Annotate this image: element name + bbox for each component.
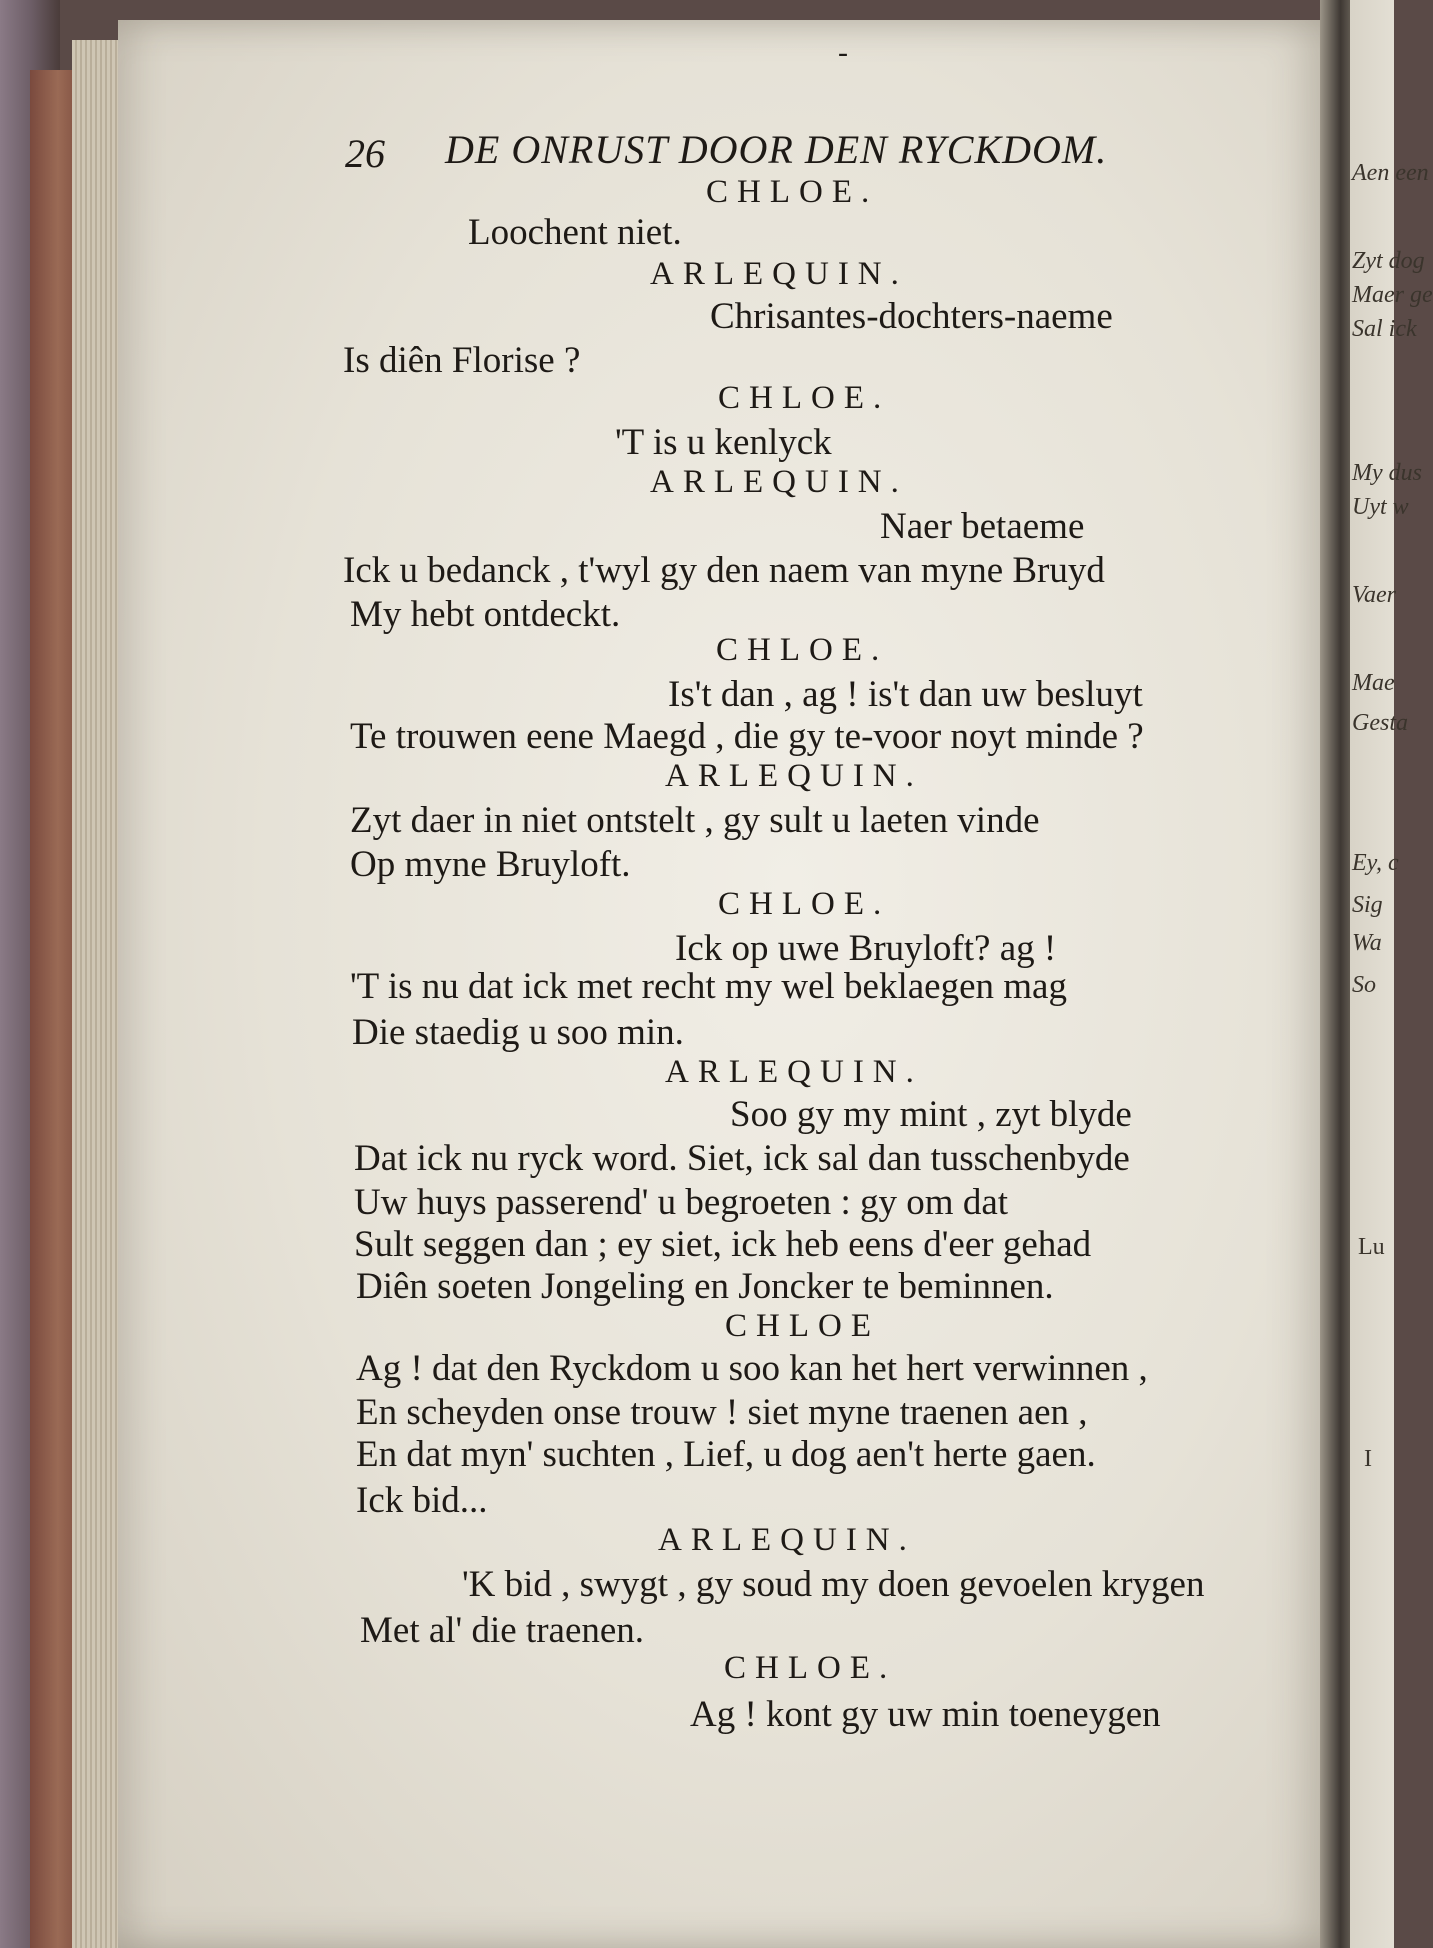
speaker-name: CHLOE. <box>724 1650 897 1686</box>
verse-line: Ag ! dat den Ryckdom u soo kan het hert verwinnen , <box>356 1348 1148 1389</box>
verse-line: Ag ! kont gy uw min toeneygen <box>690 1694 1161 1735</box>
verse-line: My hebt ontdeckt. <box>350 594 621 635</box>
print-mark: - <box>838 36 848 69</box>
speaker-name: CHLOE. <box>718 886 891 922</box>
facing-page <box>1350 0 1433 1948</box>
verse-line: 'T is u kenlyck <box>615 422 832 463</box>
facing-fragment: I <box>1364 1446 1372 1472</box>
verse-line: Op myne Bruyloft. <box>350 844 631 885</box>
verse-line: Naer betaeme <box>880 506 1085 547</box>
facing-fragment: Vaer <box>1352 582 1396 608</box>
speaker-name: CHLOE. <box>718 380 891 416</box>
facing-fragment: So <box>1352 972 1376 998</box>
facing-fragment: Lu <box>1358 1234 1385 1260</box>
page-number: 26 <box>345 131 385 176</box>
facing-fragment: Mae <box>1352 670 1395 696</box>
verse-line: En dat myn' suchten , Lief, u dog aen't herte gaen. <box>356 1434 1096 1475</box>
verse-line: Zyt daer in niet ontstelt , gy sult u laeten vinde <box>350 800 1040 841</box>
speaker-name: ARLEQUIN. <box>658 1522 916 1558</box>
facing-fragment: Ey, c <box>1352 850 1399 876</box>
verse-line: Soo gy my mint , zyt blyde <box>730 1094 1132 1135</box>
book-gutter <box>1320 0 1354 1948</box>
speaker-name: ARLEQUIN. <box>665 1054 923 1090</box>
verse-line: Ick op uwe Bruyloft? ag ! <box>675 928 1057 969</box>
verse-line: Chrisantes-dochters-naeme <box>710 296 1113 337</box>
verse-line: 'T is nu dat ick met recht my wel beklaegen mag <box>350 966 1067 1007</box>
facing-fragment: Sal ick <box>1352 316 1417 342</box>
speaker-name: ARLEQUIN. <box>650 464 908 500</box>
verse-line: Sult seggen dan ; ey siet, ick heb eens d'eer gehad <box>354 1224 1092 1265</box>
facing-fragment: Uyt w <box>1352 494 1409 520</box>
running-title: DE ONRUST DOOR DEN RYCKDOM. <box>445 127 1108 172</box>
facing-fragment: Sig <box>1352 892 1383 918</box>
verse-line: Is't dan , ag ! is't dan uw besluyt <box>668 674 1143 715</box>
speaker-name: ARLEQUIN. <box>650 256 908 292</box>
verse-line: Ick u bedanck , t'wyl gy den naem van myne Bruyd <box>343 550 1105 591</box>
verse-line: Die staedig u soo min. <box>352 1012 684 1053</box>
verse-line: Loochent niet. <box>468 212 682 253</box>
verse-line: Ick bid... <box>356 1480 488 1521</box>
facing-fragment: Aen een <box>1352 160 1429 186</box>
speaker-name: CHLOE. <box>716 632 889 668</box>
verse-line: Dat ick nu ryck word. Siet, ick sal dan tusschenbyde <box>354 1138 1130 1179</box>
verse-line: Te trouwen eene Maegd , die gy te-voor noyt minde ? <box>350 716 1144 757</box>
facing-fragment: Gesta <box>1352 710 1408 736</box>
speaker-name: CHLOE <box>725 1308 880 1344</box>
verse-line: Diên soeten Jongeling en Joncker te beminnen. <box>356 1266 1054 1307</box>
facing-fragment: Wa <box>1352 930 1382 956</box>
speaker-name: ARLEQUIN. <box>665 758 923 794</box>
facing-fragment: My dus <box>1352 460 1422 486</box>
verse-line: 'K bid , swygt , gy soud my doen gevoelen krygen <box>462 1564 1205 1605</box>
speaker-name: CHLOE. <box>706 174 879 210</box>
facing-fragment: Maer ge <box>1352 282 1433 308</box>
verse-line: En scheyden onse trouw ! siet myne traenen aen , <box>356 1392 1088 1433</box>
verse-line: Uw huys passerend' u begroeten : gy om dat <box>354 1182 1009 1223</box>
verse-line: Is diên Florise ? <box>343 340 581 381</box>
facing-fragment: Zyt dog <box>1352 248 1425 274</box>
verse-line: Met al' die traenen. <box>360 1610 645 1651</box>
